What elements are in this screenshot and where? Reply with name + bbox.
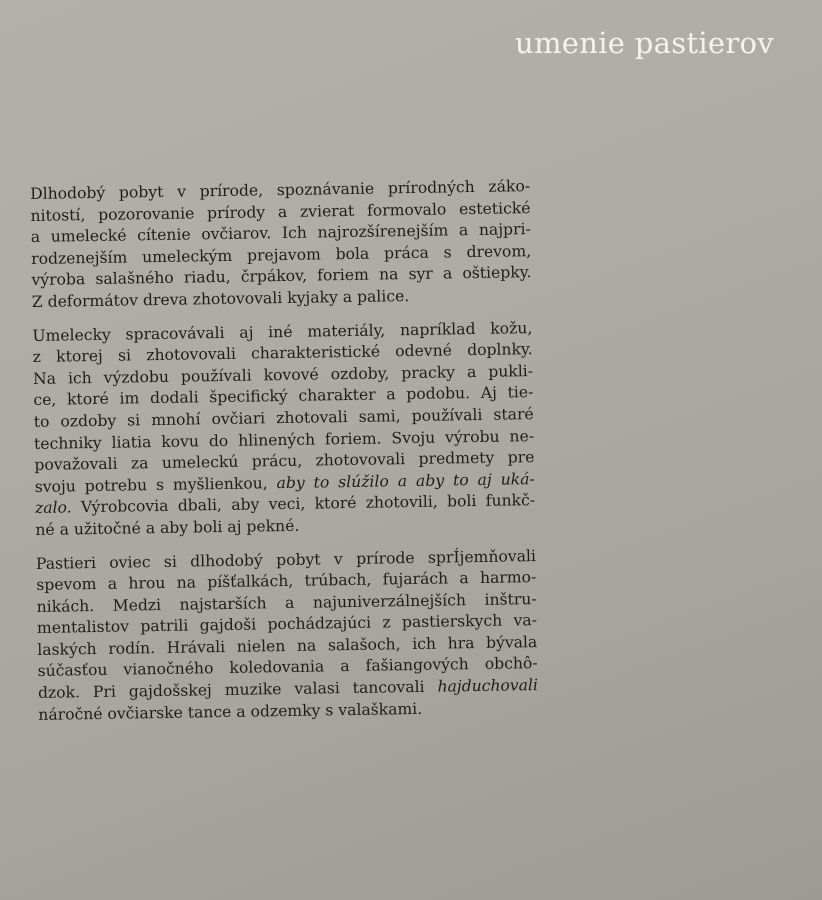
text-line: Z deformátov dreva zhotovovali kyjaky a palice. [31, 287, 410, 311]
text-line: techniky liatia kovu do hlinených foriem. Svoju výrobu ne- [33, 426, 535, 453]
text-line: nikách. Medzi najstarších a najuniverzálnejších inštru- [36, 589, 537, 616]
text-line: rodzenejším umeleckým prejavom bola práca s drevom, [31, 241, 532, 268]
text-line: a umelecké cítenie ovčiarov. Ich najrozšírenejším a najpri- [30, 220, 531, 247]
text-line: laských rodín. Hrávali nielen na salašoch, ich hra bývala [37, 632, 538, 659]
text-line: nitostí, pozorovanie prírody a zvierat formovalo estetické [30, 198, 531, 225]
italic-quote: zalo. [34, 498, 72, 518]
text-line: né a užitočné a aby boli aj pekné. [35, 516, 300, 539]
italic-quote: aby to slúžilo a aby to aj uká- [276, 469, 535, 492]
text-line: Umelecky spracovávali aj iné materiály, napríklad kožu, [32, 318, 533, 345]
text-line: Na ich výzdobu používali kovové ozdoby, pracky a pukli- [32, 361, 534, 388]
paragraph-3 [36, 546, 539, 727]
chapter-title: umenie pastierov [514, 26, 774, 60]
text-line: ce, ktoré im dodali špecifický charakter a podobu. Aj tie- [33, 383, 534, 410]
text-line: zalo. Výrobcovia dbali, aby veci, ktoré zhotovili, boli funkč- [34, 491, 536, 518]
text-line: to ozdoby si mnohí ovčiari zhotovali sami, používali staré [33, 405, 534, 431]
text-line: z ktorej si zhotovovali charakteristické odevné doplnky. [32, 340, 533, 367]
body-text [30, 176, 539, 738]
text-line: Dlhodobý pobyt v prírode, spoznávanie prírodných záko- [30, 177, 531, 203]
text-line: súčasťou vianočného koledovania a fašiangových obchô- [37, 654, 538, 681]
text-line: dzok. Pri gajdošskej muzike valasi tancovali hajduchovali [37, 676, 539, 702]
text-line: svoju potrebu s myšlienkou, aby to slúžilo a aby to aj uká- [34, 469, 535, 496]
text-line: Pastieri oviec si dlhodobý pobyt v prírode sprÍjemňovali [35, 546, 537, 573]
text-line: spevom a hrou na píšťalkách, trúbach, fujarách a harmo- [36, 568, 537, 595]
text-line: mentalistov patrili gajdoši pochádzajúci z pastierskych va- [36, 611, 538, 638]
italic-term: hajduchovali [437, 676, 539, 696]
text-line: náročné ovčiarske tance a odzemky s valaškami. [38, 699, 423, 724]
text-line: výroba salašného riadu, črpákov, foriem na syr a oštiepky. [31, 263, 532, 290]
text-line: považovali za umeleckú prácu, zhotovovali predmety pre [34, 448, 535, 475]
paragraph-1 [30, 176, 532, 313]
paragraph-2 [32, 318, 535, 542]
